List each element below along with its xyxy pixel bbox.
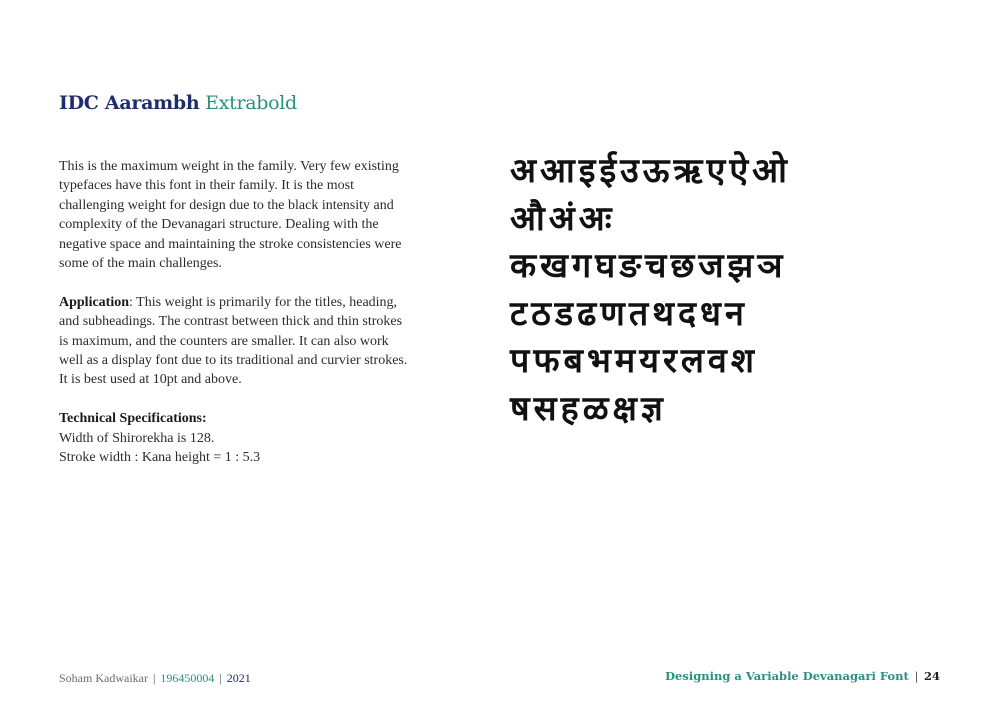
glyph: ङ <box>619 246 642 286</box>
glyph: ग <box>571 246 593 286</box>
glyph: छ <box>670 246 696 286</box>
footer-document-info <box>665 669 940 683</box>
glyph: ब <box>563 341 584 381</box>
glyph: ष <box>510 388 531 429</box>
glyph: फ <box>533 341 561 381</box>
glyph: ठ <box>531 293 552 334</box>
glyph: ध <box>700 293 722 334</box>
application-paragraph <box>59 293 409 390</box>
glyph: ई <box>599 151 618 191</box>
glyph-row-vowels-1 <box>510 148 950 196</box>
title-font-name: IDC Aarambh <box>59 92 200 114</box>
glyph-row-consonants-2 <box>510 291 950 339</box>
spec-stroke-ratio: Stroke width : Kana height = 1 : 5.3 <box>59 450 261 466</box>
glyph: ड <box>554 293 575 334</box>
glyph: अः <box>578 198 613 239</box>
glyph: व <box>707 341 728 381</box>
glyph: क्ष <box>612 388 638 429</box>
glyph: ऐ <box>729 151 750 191</box>
glyph: क <box>510 246 538 286</box>
glyph: उ <box>620 151 640 191</box>
page-number: 24 <box>923 669 940 683</box>
glyph: न <box>724 293 745 334</box>
year: 2021 <box>226 671 251 685</box>
glyph: ढ <box>577 293 598 334</box>
glyph-row-vowels-2 <box>510 196 950 244</box>
glyph: झ <box>727 246 755 286</box>
glyph: घ <box>595 246 617 286</box>
glyph: ह <box>560 388 580 429</box>
glyph: य <box>639 341 660 381</box>
glyph: स <box>533 388 558 429</box>
glyph: च <box>644 246 668 286</box>
glyph: भ <box>586 341 612 381</box>
glyph: प <box>510 341 531 381</box>
glyph: ओ <box>752 151 788 191</box>
title-weight-name: Extrabold <box>205 92 297 114</box>
glyph: औ <box>510 198 546 239</box>
application-label: Application <box>59 294 130 310</box>
glyph: ण <box>600 293 626 334</box>
glyph: र <box>662 341 678 381</box>
glyph: म <box>614 341 637 381</box>
description-column <box>59 157 409 467</box>
glyph: ऋ <box>673 151 704 191</box>
glyph: ल <box>680 341 705 381</box>
glyph: ज्ञ <box>640 388 664 429</box>
glyph: ञ <box>757 246 784 286</box>
glyph: ळ <box>582 388 610 429</box>
glyph: अ <box>510 151 537 191</box>
glyph: द <box>677 293 698 334</box>
intro-paragraph: This is the maximum weight in the family. Very few existing typefaces have this font in their family. It is the most challenging weight for design due to the black intensity and complexity of the Devanagari structure. Dealing with the negative space and maintaining the stroke consistencies were some of the main challenges. <box>59 159 402 272</box>
technical-specifications <box>59 409 409 467</box>
glyph-specimen <box>510 148 950 433</box>
document-title: Designing a Variable Devanagari Font <box>665 669 909 683</box>
page-title <box>59 92 297 114</box>
application-text: : This weight is primarily for the titles, heading, and subheadings. The contrast between thick and thin strokes is maximum, and the counters are smaller. It can also work well as a display font due to its traditional and curvier strokes. It is best used at 10pt and above. <box>59 294 408 388</box>
glyph: श <box>730 341 755 381</box>
glyph: अं <box>548 198 576 239</box>
footer-separator: | <box>914 669 919 683</box>
student-id: 196450004 <box>160 671 215 685</box>
glyph: ख <box>540 246 569 286</box>
glyph: आ <box>539 151 576 191</box>
glyph: ज <box>698 246 725 286</box>
glyph-row-consonants-3 <box>510 338 950 386</box>
glyph: ट <box>510 293 529 334</box>
footer-separator: | <box>152 671 156 685</box>
glyph-row-consonants-1 <box>510 243 950 291</box>
specs-heading: Technical Specifications: <box>59 411 207 427</box>
author-name: Soham Kadwaikar <box>59 671 148 685</box>
glyph-row-consonants-4 <box>510 386 950 434</box>
glyph: ए <box>706 151 727 191</box>
glyph: इ <box>578 151 597 191</box>
glyph: थ <box>652 293 675 334</box>
footer-separator: | <box>219 671 222 685</box>
glyph: ऊ <box>642 151 671 191</box>
footer-author-info <box>59 671 251 686</box>
spec-shirorekha-width: Width of Shirorekha is 128. <box>59 430 215 446</box>
glyph: त <box>628 293 650 334</box>
